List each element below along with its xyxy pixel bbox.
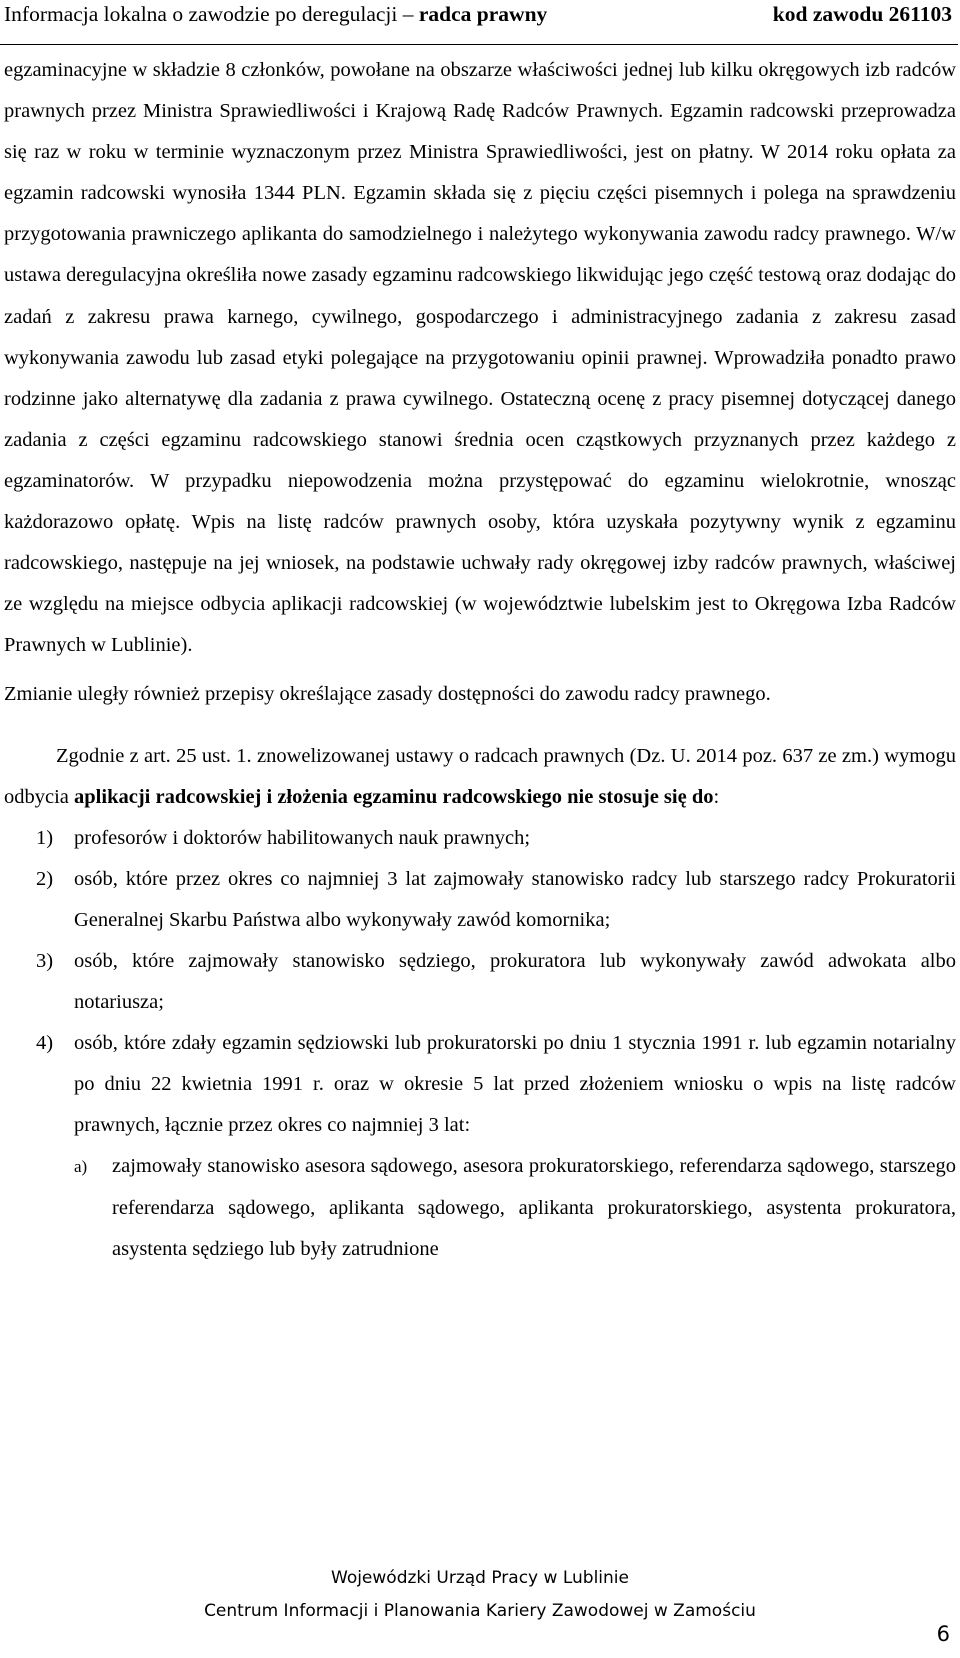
paragraph-exemptions-normal: Zgodnie z art. 25 ust. 1. znowelizowanej ustawy o radcach prawnych (Dz. U. 2014 poz. 637 ze zm.) wymogu odbycia [4, 744, 956, 808]
paragraph-exemptions-end: : [713, 785, 720, 808]
list-item [4, 859, 956, 941]
list-item [4, 818, 956, 859]
paragraph-access-rules-prefix: Zmianie uległy również [4, 683, 200, 706]
paragraph-access-rules [4, 674, 956, 715]
header-title [4, 2, 547, 27]
list-item-number: 4) [36, 1032, 54, 1055]
page-header [0, 0, 958, 45]
footer-center-name: Centrum Informacji i Planowania Kariery Zawodowej w Zamościu [204, 1601, 756, 1621]
footer-office-name: Wojewódzki Urząd Pracy w Lublinie [331, 1568, 629, 1588]
paragraph-exam-description: egzaminacyjne w składzie 8 członków, powołane na obszarze właściwości jednej lub kilku okręgowych izb radców prawnych przez Ministra Sprawiedliwości i Krajową Radę Radców Prawnych. Egzamin radcowski przeprowadza się raz w roku w terminie wyznaczonym przez Ministra Sprawiedliwości, jest on płatny. W 2014 roku opłata za egzamin radcowski wynosiła 1344 PLN. Egzamin składa się z pięciu części pisemnych i polega na sprawdzeniu przygotowania prawniczego aplikanta do samodzielnego i należytego wykonywania zawodu radcy prawnego. W/w ustawa deregulacyjna określiła nowe zasady egzaminu radcowskiego likwidując jego część testową oraz dodając do zadań z zakresu prawa karnego, cywilnego, gospodarczego i administracyjnego zadania z zakresu zasad wykonywania zawodu lub zasad etyki polegające na przygotowaniu opinii prawnej. Wprowadziła ponadto prawo rodzinne jako alternatywę dla zadania z prawa cywilnego. Ostateczną ocenę z pracy pisemnej dotyczącej danego zadania z części egzaminu radcowskiego stanowi średnia ocen cząstkowych przyznanych przez każdego z egzaminatorów. W przypadku niepowodzenia można przystępować do egzaminu wielokrotnie, wnosząc każdorazowo opłatę. Wpis na listę radców prawnych osoby, która uzyskała pozytywny wynik z egzaminu radcowskiego, następuje na jej wniosek, na podstawie uchwały rady okręgowej izby radców prawnych, właściwej ze względu na miejsce odbycia aplikacji radcowskiej (w województwie lubelskim jest to Okręgowa Izba Radców Prawnych w Lublinie). [4, 59, 956, 657]
list-item-text: osób, które przez okres co najmniej 3 lat zajmowały stanowisko radcy lub starszego radcy Prokuratorii Generalnej Skarbu Państwa albo wykonywały zawód komornika; [74, 867, 956, 931]
list-item [4, 1023, 956, 1146]
header-title-prefix: Informacja lokalna o zawodzie po deregulacji – [4, 2, 419, 26]
page-number: 6 [936, 1622, 950, 1646]
list-item-text: osób, które zdały egzamin sędziowski lub prokuratorski po dniu 1 stycznia 1991 r. lub egzamin notarialny po dniu 22 kwietnia 1991 r. oraz w okresie 5 lat przed złożeniem wniosku o wpis na listę radców prawnych, łącznie przez okres co najmniej 3 lat: [74, 1032, 956, 1137]
document-body [4, 50, 956, 1270]
header-title-bold: radca prawny [418, 2, 548, 26]
sublist-item-text: zajmowały stanowisko asesora sądowego, asesora prokuratorskiego, referendarza sądowego, starszego referendarza sądowego, aplikanta sądowego, aplikanta prokuratorskiego, asystenta prokuratora, asystenta sędziego lub były zatrudnione [112, 1155, 956, 1260]
sublist-item-letter: a) [74, 1157, 88, 1177]
paragraph-exemptions [4, 736, 956, 818]
exemptions-list [4, 818, 956, 1147]
list-item-number: 1) [36, 826, 54, 849]
sublist-item [4, 1146, 956, 1269]
list-item-number: 2) [36, 867, 54, 890]
header-occupation-code: kod zawodu 261103 [772, 2, 952, 26]
paragraph-exemptions-bold: aplikacji radcowskiej i złożenia egzaminu radcowskiego nie stosuje się do [74, 785, 714, 808]
exemptions-sublist [4, 1146, 956, 1269]
list-item-number: 3) [36, 949, 54, 972]
list-item-text: osób, które zajmowały stanowisko sędziego, prokuratora lub wykonywały zawód adwokata albo notariusza; [74, 949, 956, 1014]
list-item-text: profesorów i doktorów habilitowanych nauk prawnych; [74, 826, 531, 849]
paragraph-access-rules-suffix: przepisy określające zasady dostępności do zawodu radcy prawnego. [204, 683, 771, 706]
list-item [4, 941, 956, 1023]
